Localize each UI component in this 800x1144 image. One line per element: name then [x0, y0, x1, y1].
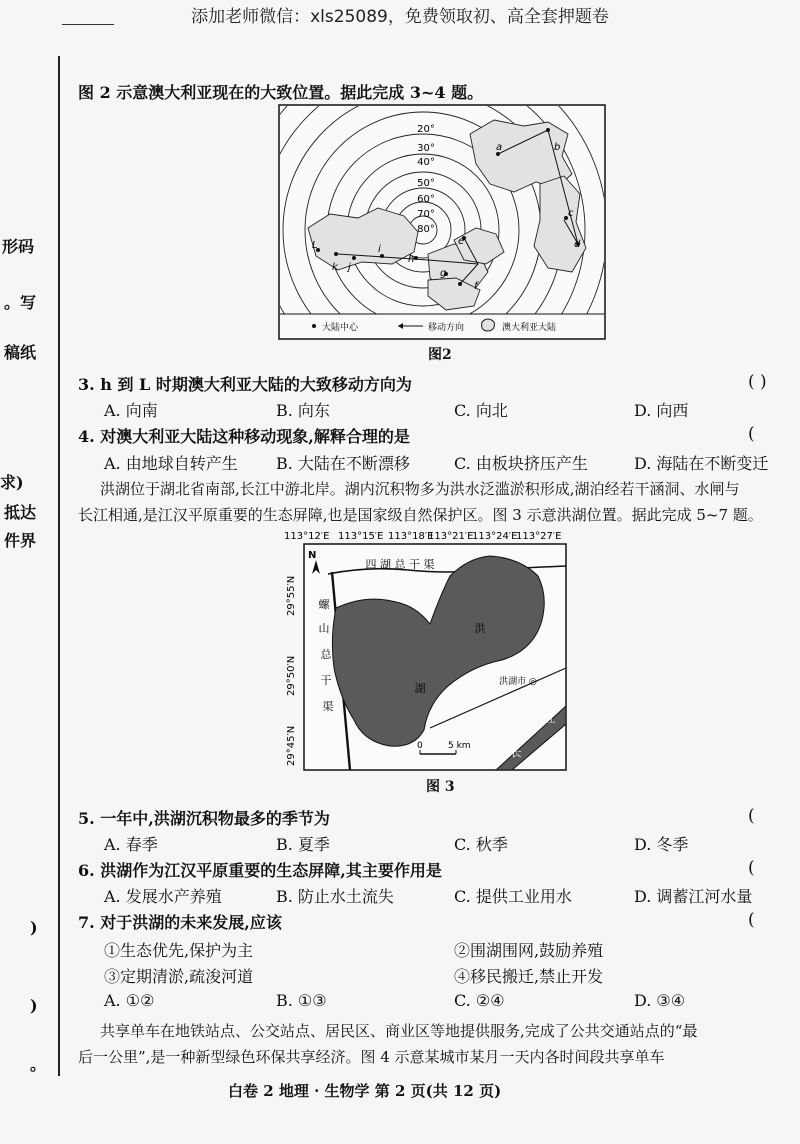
legend-australia: 澳大利亚大陆 — [502, 323, 557, 333]
lon-label-6: 113°27′E — [516, 531, 562, 542]
q7-item-1: ①生态优先,保护为主 — [104, 941, 254, 960]
q3-option-c[interactable]: C. 向北 — [454, 401, 508, 420]
lat-label-70: 70° — [417, 209, 435, 220]
river-label-1: 江 — [544, 712, 556, 725]
margin-text-1: 形码 — [2, 237, 35, 256]
lat-label-60: 60° — [417, 194, 435, 205]
lake-label-2: 湖 — [414, 682, 426, 695]
lake-label-1: 洪 — [474, 622, 486, 635]
lon-label-1: 113°12′E — [284, 531, 330, 542]
point-label-j: j — [348, 262, 351, 273]
point-label-a: a — [496, 142, 503, 153]
margin-text-9: 。 — [30, 1055, 47, 1074]
q3-option-d[interactable]: D. 向西 — [634, 401, 689, 420]
q5-option-c[interactable]: C. 秋季 — [454, 835, 508, 854]
canal-left-char-5: 渠 — [322, 700, 334, 713]
intro-bike-line2: 后一公里”,是一种新型绿色环保共享经济。图 4 示意某城市某月一天内各时间段共享单车 — [78, 1048, 665, 1066]
figure-2-map — [278, 104, 606, 340]
figure-3-caption: 图 3 — [426, 779, 455, 795]
q7-item-2: ②围湖围网,鼓励养殖 — [454, 941, 604, 960]
lat-label-40: 40° — [417, 157, 435, 168]
q6-option-c[interactable]: C. 提供工业用水 — [454, 887, 572, 906]
point-label-i: i — [378, 244, 381, 255]
point-label-h: h — [408, 254, 415, 265]
q4-option-c[interactable]: C. 由板块挤压产生 — [454, 454, 588, 473]
question-5-stem: 5. 一年中,洪湖沉积物最多的季节为 — [78, 809, 330, 828]
question-3-stem: 3. h 到 L 时期澳大利亚大陆的大致移动方向为 — [78, 375, 412, 394]
point-label-c: c — [568, 208, 574, 219]
point-label-k: k — [332, 262, 338, 273]
header-rule — [62, 24, 114, 25]
lat-label-2955: 29°55′N — [286, 575, 297, 616]
q4-option-d[interactable]: D. 海陆在不断变迁 — [634, 454, 769, 473]
q7-item-4: ④移民搬迁,禁止开发 — [454, 967, 604, 986]
question-4-stem: 4. 对澳大利亚大陆这种移动现象,解释合理的是 — [78, 427, 410, 446]
canal-top-label: 四 湖 总 干 渠 — [365, 558, 435, 571]
q7-option-d[interactable]: D. ③④ — [634, 991, 686, 1010]
margin-text-2: 。写 — [4, 293, 37, 312]
point-label-f: f — [474, 281, 478, 292]
promo-banner: 添加老师微信：xls25089，免费领取初、高全套押题卷 — [191, 7, 609, 27]
canal-left-char-2: 山 — [318, 622, 330, 635]
figure-3-map — [280, 528, 570, 772]
margin-text-4: 求) — [0, 473, 24, 492]
intro-fig2: 图 2 示意澳大利亚现在的大致位置。据此完成 3~4 题。 — [78, 83, 484, 102]
margin-text-5: 抵达 — [4, 503, 37, 522]
lat-label-50: 50° — [417, 178, 435, 189]
question-6-stem: 6. 洪湖作为江汉平原重要的生态屏障,其主要作用是 — [78, 861, 442, 880]
lon-label-2: 113°15′E — [338, 531, 384, 542]
question-7-stem: 7. 对于洪湖的未来发展,应该 — [78, 913, 282, 932]
q7-option-a[interactable]: A. ①② — [104, 991, 155, 1010]
point-label-g: g — [440, 268, 447, 279]
q5-option-d[interactable]: D. 冬季 — [634, 835, 689, 854]
question-3-answer-blank[interactable]: ( ) — [748, 372, 767, 392]
margin-text-3: 稿纸 — [4, 343, 37, 362]
q4-option-b[interactable]: B. 大陆在不断漂移 — [276, 454, 410, 473]
lon-label-4: 113°21′E — [428, 531, 474, 542]
q5-option-b[interactable]: B. 夏季 — [276, 835, 330, 854]
legend-dot-icon — [312, 324, 316, 328]
q6-option-d[interactable]: D. 调蓄江河水量 — [634, 887, 753, 906]
lat-label-2945: 29°45′N — [286, 725, 297, 766]
lat-label-30: 30° — [417, 143, 435, 154]
point-label-e: e — [458, 236, 465, 247]
q4-option-a[interactable]: A. 由地球自转产生 — [104, 454, 238, 473]
q3-option-b[interactable]: B. 向东 — [276, 401, 330, 420]
point-label-d: d — [574, 239, 581, 250]
q6-option-b[interactable]: B. 防止水土流失 — [276, 887, 394, 906]
canal-left-char-4: 干 — [320, 674, 332, 687]
question-5-answer-blank[interactable]: ( — [748, 806, 755, 826]
scale-5km: 5 km — [448, 741, 471, 751]
figure-2-caption: 图2 — [428, 347, 452, 363]
q5-option-a[interactable]: A. 春季 — [104, 835, 158, 854]
q7-option-c[interactable]: C. ②④ — [454, 991, 505, 1010]
intro-bike-line1: 共享单车在地铁站点、公交站点、居民区、商业区等地提供服务,完成了公共交通站点的“最 — [100, 1022, 698, 1040]
margin-text-8: ) — [30, 996, 38, 1015]
question-4-answer-blank[interactable]: ( — [748, 424, 755, 444]
margin-text-7: ) — [30, 918, 38, 937]
north-label: N — [308, 550, 317, 561]
lat-label-80: 80° — [417, 224, 435, 235]
legend-direction: 移动方向 — [428, 323, 465, 333]
lat-label-20: 20° — [417, 124, 435, 135]
canal-left-char-1: 螺 — [318, 598, 330, 611]
lon-label-5: 113°24′E — [472, 531, 518, 542]
q6-option-a[interactable]: A. 发展水产养殖 — [104, 887, 222, 906]
page-footer: 白卷 2 地理 · 生物学 第 2 页(共 12 页) — [228, 1082, 502, 1100]
lon-label-3: 113°18′E — [388, 531, 434, 542]
scale-zero: 0 — [417, 741, 423, 751]
legend-center: 大陆中心 — [322, 323, 359, 333]
legend-continent-icon — [482, 319, 495, 331]
point-label-L: L — [312, 240, 318, 251]
q7-item-3: ③定期清淤,疏浚河道 — [104, 967, 254, 986]
q3-option-a[interactable]: A. 向南 — [104, 401, 158, 420]
canal-left-char-3: 总 — [320, 648, 332, 661]
intro-honghu-line2: 长江相通,是江汉平原重要的生态屏障,也是国家级自然保护区。图 3 示意洪湖位置。据此完成 5~7 题。 — [78, 506, 763, 524]
question-7-answer-blank[interactable]: ( — [748, 910, 755, 930]
question-6-answer-blank[interactable]: ( — [748, 858, 755, 878]
city-label: 洪湖市 ◎ — [499, 677, 537, 687]
river-label-2: 长 — [510, 746, 522, 759]
margin-text-6: 件界 — [4, 531, 37, 550]
lat-label-2950: 29°50′N — [286, 655, 297, 696]
point-label-b: b — [554, 142, 561, 153]
intro-honghu-line1: 洪湖位于湖北省南部,长江中游北岸。湖内沉积物多为洪水泛滥淤积形成,湖泊经若干涵洞、水闸与 — [100, 480, 740, 498]
binding-margin-line — [58, 56, 60, 1076]
q7-option-b[interactable]: B. ①③ — [276, 991, 327, 1010]
